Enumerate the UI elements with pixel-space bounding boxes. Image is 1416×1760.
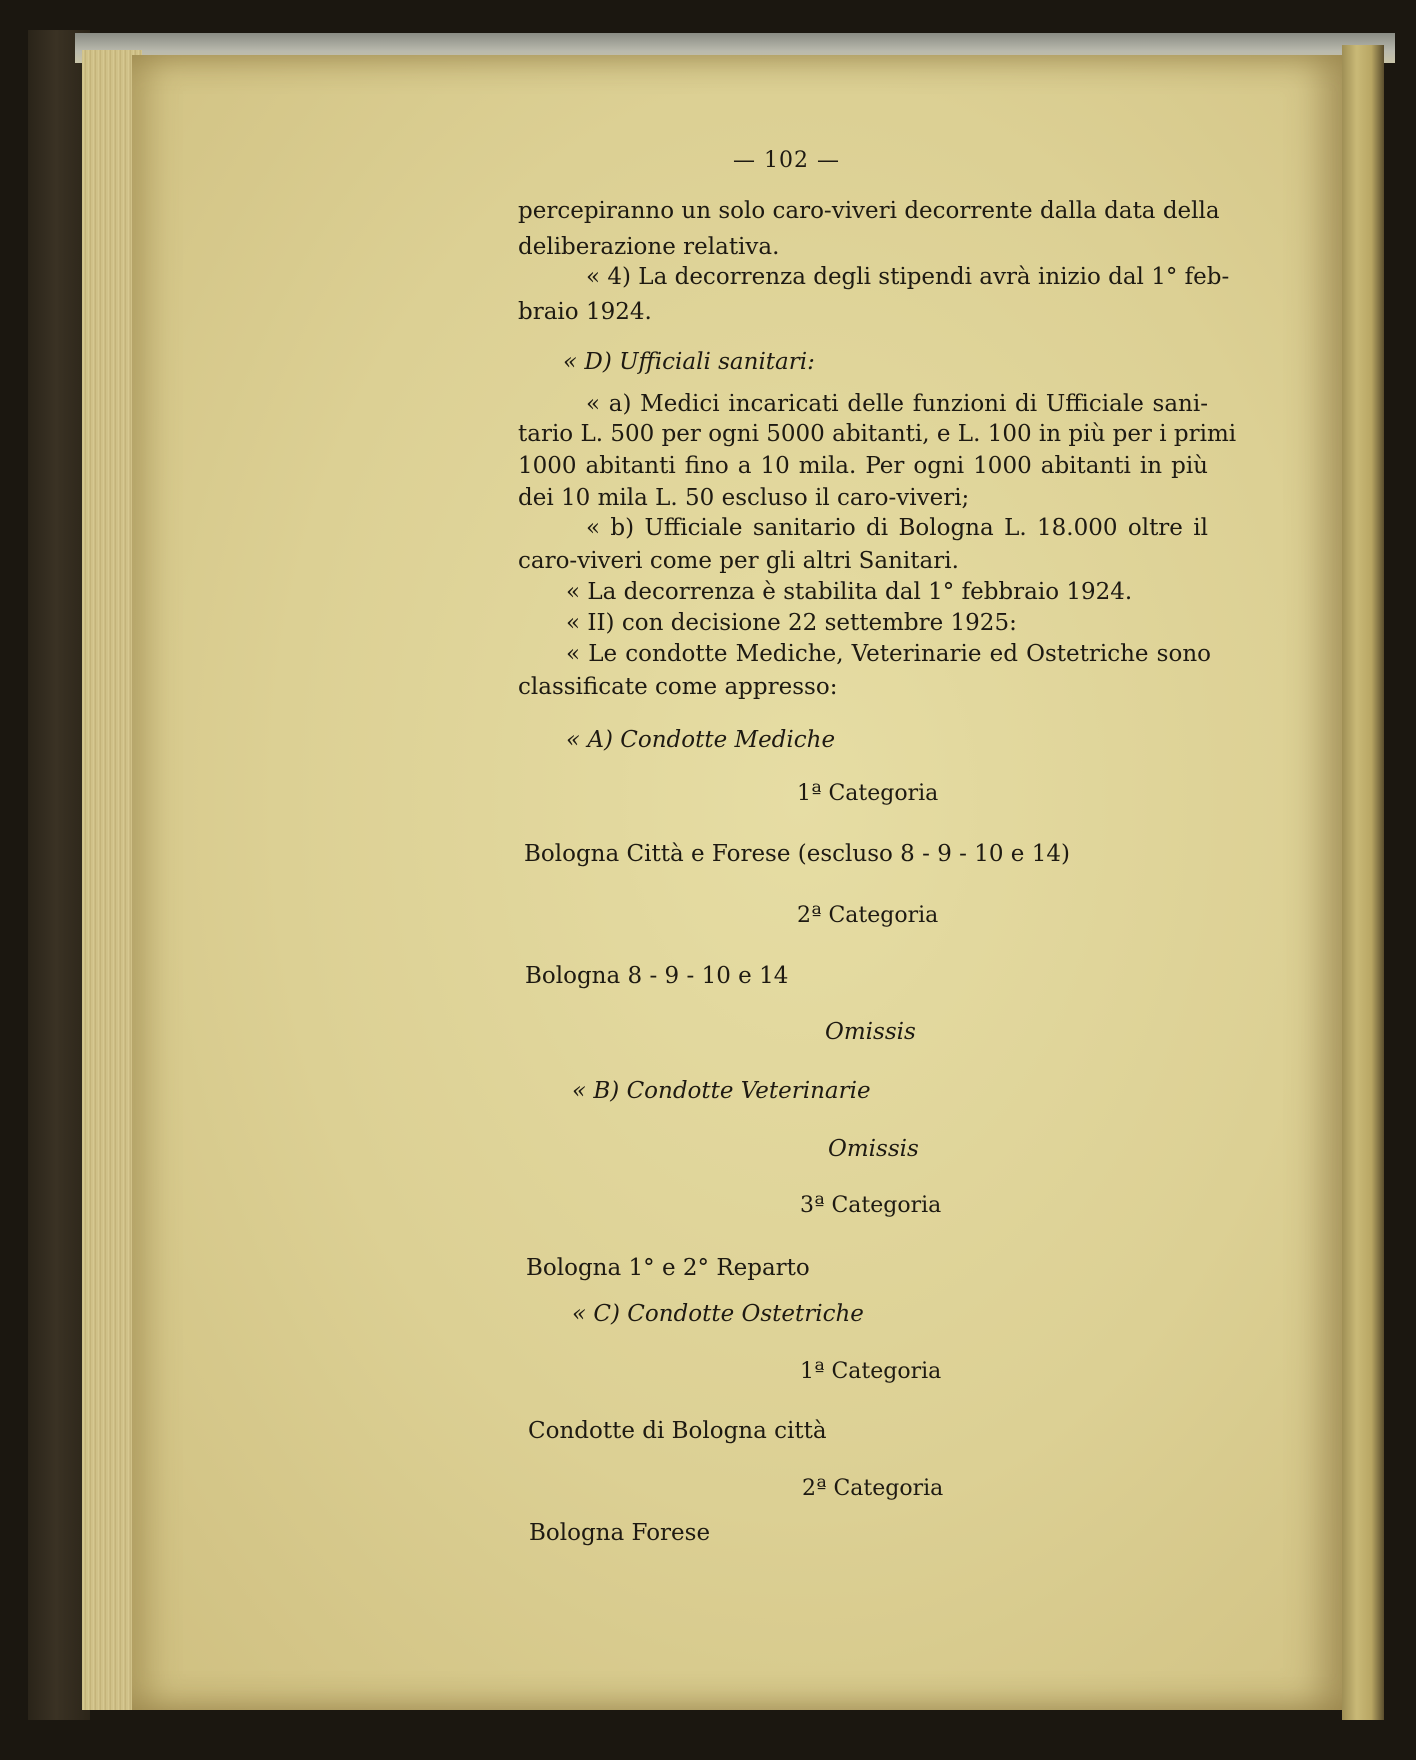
section-heading-a: « A) Condotte Mediche xyxy=(566,727,836,753)
section-heading-c: « C) Condotte Ostetriche xyxy=(572,1301,864,1327)
category-heading: 2ª Categoria xyxy=(802,1476,944,1501)
section-heading-d: « D) Ufficiali sanitari: xyxy=(563,349,815,375)
book-cover-edge xyxy=(28,30,90,1720)
facing-page-edge xyxy=(1342,45,1384,1720)
category-entry: Bologna 1° e 2° Reparto xyxy=(526,1255,810,1281)
page-number: — 102 — xyxy=(733,148,840,173)
text-line-15: classificate come appresso: xyxy=(518,674,838,700)
text-line-10: « b) Ufficiale sanitario di Bologna L. 18.000 oltre il xyxy=(586,515,1208,541)
category-heading: 2ª Categoria xyxy=(797,903,939,928)
text-line-14: « Le condotte Mediche, Veterinarie ed Ostetriche sono xyxy=(566,641,1211,667)
text-line-8: 1000 abitanti fino a 10 mila. Per ogni 1000 abitanti in più xyxy=(518,453,1208,479)
text-line-9: dei 10 mila L. 50 escluso il caro-viveri; xyxy=(518,485,970,511)
text-line-2: deliberazione relativa. xyxy=(518,234,780,260)
category-heading: 1ª Categoria xyxy=(797,781,939,806)
omissis-note: Omissis xyxy=(825,1019,916,1045)
category-entry: Bologna Città e Forese (escluso 8 - 9 - 10 e 14) xyxy=(524,841,1070,867)
text-line-11: caro-viveri come per gli altri Sanitari. xyxy=(518,548,959,574)
section-heading-b: « B) Condotte Veterinarie xyxy=(572,1078,871,1104)
text-line-1: percepiranno un solo caro-viveri decorrente dalla data della xyxy=(518,198,1220,224)
text-line-4: braio 1924. xyxy=(518,299,652,325)
category-entry: Bologna Forese xyxy=(529,1520,711,1546)
text-line-3: « 4) La decorrenza degli stipendi avrà inizio dal 1° feb- xyxy=(586,264,1230,290)
category-entry: Condotte di Bologna città xyxy=(528,1418,827,1444)
category-entry: Bologna 8 - 9 - 10 e 14 xyxy=(525,963,789,989)
text-line-7: tario L. 500 per ogni 5000 abitanti, e L. 100 in più per i primi xyxy=(518,421,1237,447)
text-line-6: « a) Medici incaricati delle funzioni di Ufficiale sani- xyxy=(586,391,1208,417)
category-heading: 3ª Categoria xyxy=(800,1193,942,1218)
omissis-note: Omissis xyxy=(828,1136,919,1162)
book-page xyxy=(132,55,1347,1710)
category-heading: 1ª Categoria xyxy=(800,1359,942,1384)
text-line-13: « II) con decisione 22 settembre 1925: xyxy=(566,610,1017,636)
text-line-12: « La decorrenza è stabilita dal 1° febbraio 1924. xyxy=(566,579,1133,605)
